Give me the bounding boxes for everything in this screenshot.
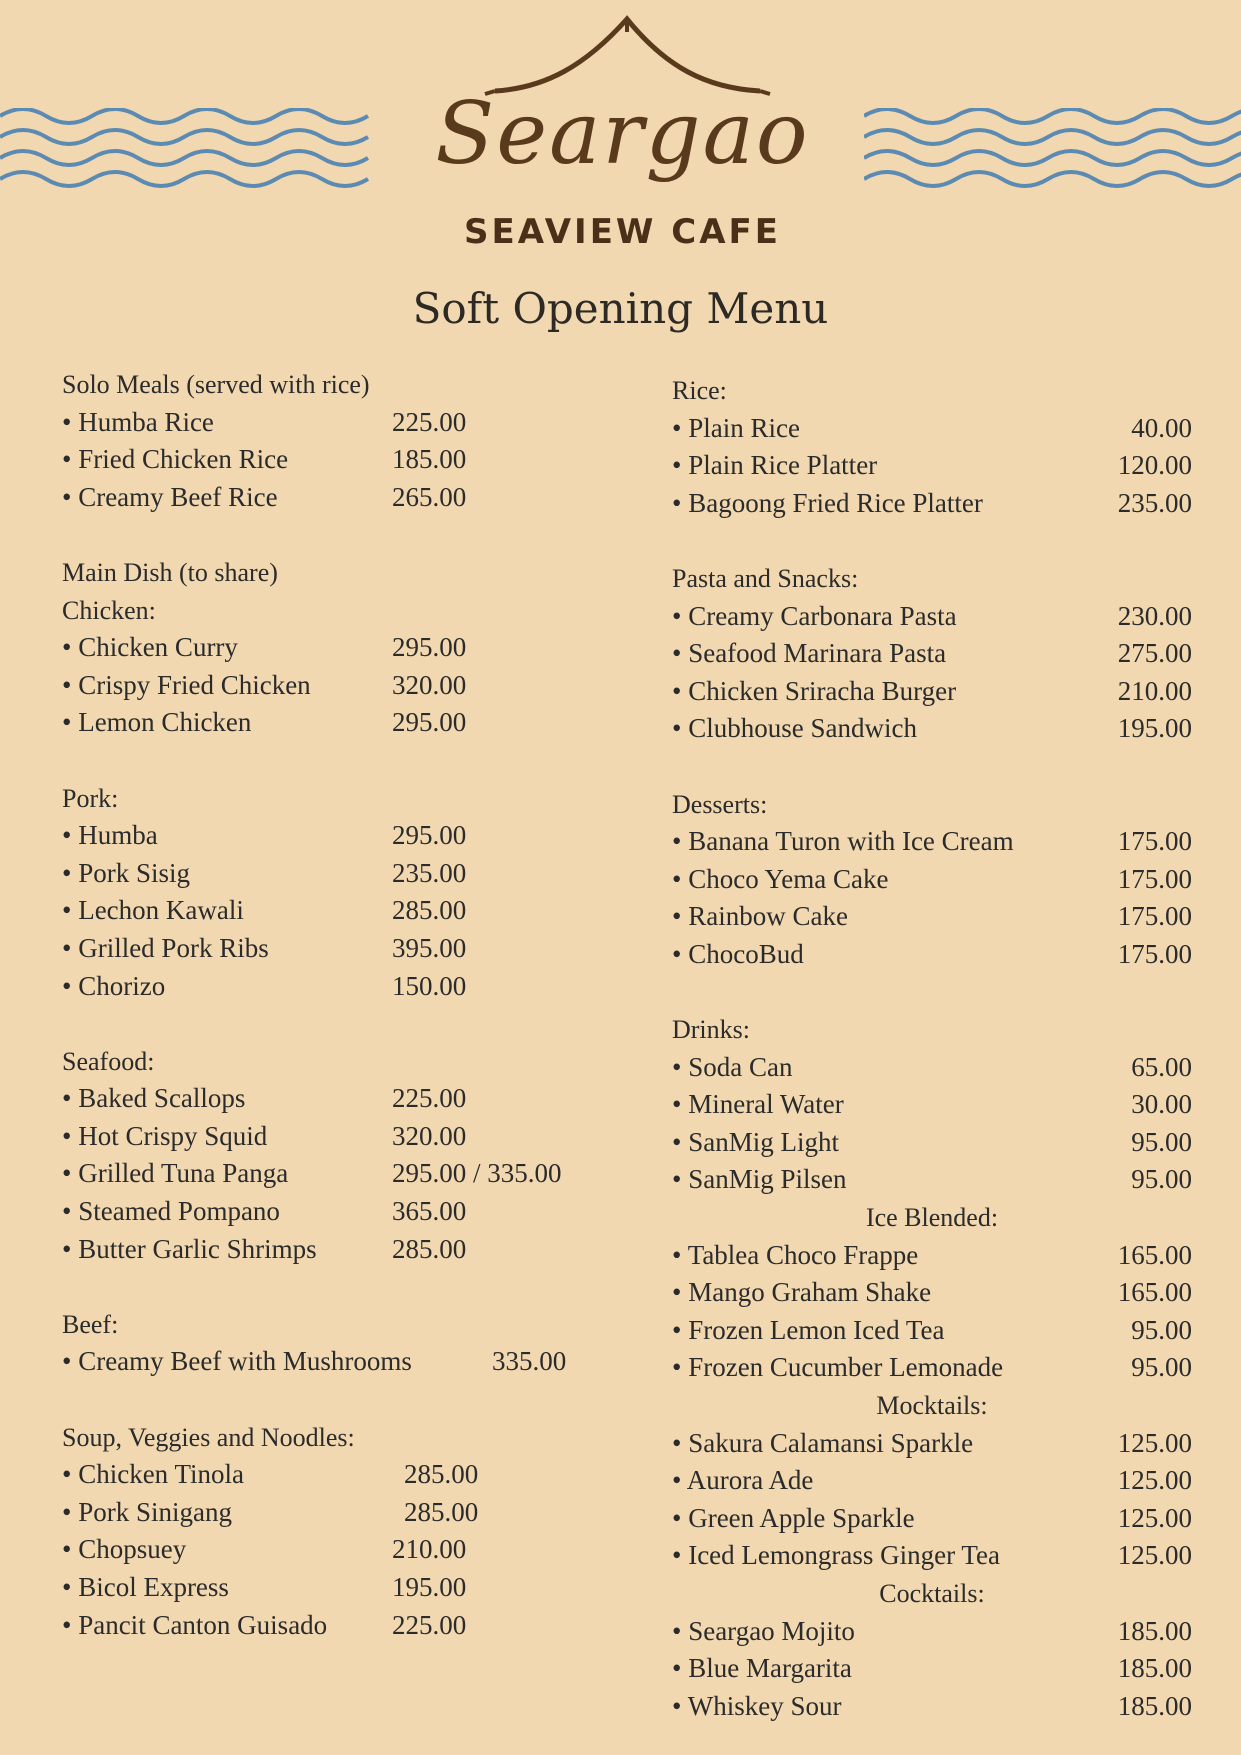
menu-item-name: • Grilled Tuna Panga — [62, 1158, 289, 1189]
menu-item — [672, 485, 1192, 523]
menu-item-name: • Fried Chicken Rice — [62, 444, 289, 475]
left-menu-column — [62, 366, 622, 1644]
menu-item-price: 395.00 — [392, 932, 467, 963]
menu-item — [672, 410, 1192, 448]
menu-item-price: 165.00 — [1117, 1239, 1192, 1270]
menu-item-price: 125.00 — [1117, 1540, 1192, 1571]
menu-item — [672, 1613, 1192, 1651]
menu-item-name: • Creamy Beef Rice — [62, 481, 278, 512]
menu-item-price: 285.00 — [404, 1496, 479, 1527]
menu-item — [672, 1688, 1192, 1726]
menu-item-price: 165.00 — [1117, 1277, 1192, 1308]
cafe-logo — [415, 14, 830, 254]
logo-wordmark: Seargao — [435, 84, 810, 184]
menu-item-price: 185.00 — [1117, 1690, 1192, 1721]
menu-item — [672, 823, 1192, 861]
menu-item-name: • Chopsuey — [62, 1534, 187, 1565]
menu-item-name: • Chicken Curry — [62, 632, 238, 663]
menu-item-price: 295.00 — [392, 820, 467, 851]
menu-item-name: • Green Apple Sparkle — [672, 1502, 915, 1533]
menu-item — [62, 855, 622, 893]
menu-item-price: 320.00 — [392, 1120, 467, 1151]
menu-item — [672, 447, 1192, 485]
waves-left-decoration — [0, 108, 372, 208]
menu-item-name: • Humba Rice — [62, 406, 214, 437]
menu-item-price: 285.00 — [404, 1459, 479, 1490]
section-spacer — [62, 1268, 622, 1306]
menu-item — [62, 704, 622, 742]
menu-item-price: 150.00 — [392, 970, 467, 1001]
menu-item-name: • Banana Turon with Ice Cream — [672, 826, 1014, 857]
menu-item — [62, 667, 622, 705]
menu-item-price: 175.00 — [1117, 826, 1192, 857]
menu-item — [672, 635, 1192, 673]
menu-item-name: • ChocoBud — [672, 938, 804, 969]
menu-item-price: 195.00 — [1117, 713, 1192, 744]
waves-right-decoration — [864, 108, 1241, 208]
menu-item-name: • Butter Garlic Shrimps — [62, 1233, 317, 1264]
menu-section-header: Desserts: — [672, 789, 768, 819]
menu-item — [672, 898, 1192, 936]
menu-item-price: 95.00 — [1131, 1164, 1192, 1195]
menu-item-price: 120.00 — [1117, 450, 1192, 481]
menu-item — [672, 1349, 1192, 1387]
menu-item — [672, 861, 1192, 899]
menu-item-price: 195.00 — [392, 1572, 467, 1602]
menu-item-name: • Pork Sisig — [62, 857, 190, 888]
menu-item-price: 185.00 — [1117, 1653, 1192, 1684]
menu-item — [672, 673, 1192, 711]
menu-item-price: 335.00 — [492, 1346, 567, 1377]
menu-item-price: 230.00 — [1117, 600, 1192, 631]
menu-item — [672, 1650, 1192, 1688]
menu-item-name: • Baked Scallops — [62, 1083, 246, 1114]
menu-item-name: • Pancit Canton Guisado — [62, 1609, 328, 1640]
menu-item-price: 365.00 — [392, 1196, 467, 1227]
menu-section-header: Pork: — [62, 783, 119, 813]
menu-item-name: • Frozen Lemon Iced Tea — [672, 1314, 945, 1345]
section-spacer — [672, 974, 1192, 1012]
menu-item-price: 125.00 — [1117, 1465, 1192, 1496]
menu-item — [62, 1607, 622, 1645]
section-spacer — [62, 516, 622, 554]
menu-item-name: • Creamy Carbonara Pasta — [672, 600, 957, 631]
menu-section-header: Rice: — [672, 376, 727, 405]
menu-item-name: • Pork Sinigang — [62, 1496, 232, 1527]
menu-item-price: 175.00 — [1117, 901, 1192, 932]
right-menu-column — [672, 372, 1192, 1725]
menu-section-header: Seafood: — [62, 1046, 155, 1076]
menu-section-header: Beef: — [62, 1309, 119, 1339]
menu-item-name: • Chicken Tinola — [62, 1459, 244, 1490]
menu-item-name: • Mango Graham Shake — [672, 1277, 932, 1308]
menu-item — [62, 1494, 622, 1532]
menu-item-name: • Chicken Sriracha Burger — [672, 675, 957, 706]
menu-item-name: • Humba — [62, 820, 158, 851]
menu-item — [672, 710, 1192, 748]
menu-item — [62, 1231, 622, 1269]
menu-item — [62, 441, 622, 479]
menu-item-name: • Bagoong Fried Rice Platter — [672, 487, 983, 518]
menu-item-name: • Frozen Cucumber Lemonade — [672, 1352, 1004, 1383]
menu-item-price: 295.00 / 335.00 — [392, 1158, 562, 1189]
menu-subsection-header: Cocktails: — [879, 1579, 985, 1608]
menu-item-price: 185.00 — [392, 444, 467, 475]
menu-item — [672, 1274, 1192, 1312]
menu-item-name: • Choco Yema Cake — [672, 863, 889, 894]
menu-item-price: 185.00 — [1117, 1615, 1192, 1646]
menu-title: Soft Opening Menu — [412, 284, 829, 333]
menu-item-price: 295.00 — [392, 707, 467, 738]
menu-item-name: • Clubhouse Sandwich — [672, 713, 917, 744]
menu-item-name: • Rainbow Cake — [672, 901, 848, 932]
menu-item-price: 95.00 — [1131, 1352, 1192, 1383]
menu-item-price: 125.00 — [1117, 1427, 1192, 1458]
menu-item-name: • Soda Can — [672, 1051, 793, 1082]
section-spacer — [62, 1005, 622, 1043]
menu-item — [672, 1086, 1192, 1124]
menu-item-price: 95.00 — [1131, 1126, 1192, 1157]
menu-subsection-header: Mocktails: — [876, 1391, 988, 1421]
menu-item-name: • Bicol Express — [62, 1572, 229, 1602]
menu-item-name: • Chorizo — [62, 970, 166, 1001]
menu-item-price: 265.00 — [392, 481, 467, 512]
menu-item-name: • Lemon Chicken — [62, 707, 252, 738]
menu-item — [62, 817, 622, 855]
menu-item-name: • Plain Rice Platter — [672, 450, 878, 481]
menu-item-name: • Plain Rice — [672, 412, 800, 443]
section-spacer — [672, 748, 1192, 786]
menu-item — [62, 479, 622, 517]
menu-item — [672, 1425, 1192, 1463]
menu-item-price: 210.00 — [1117, 675, 1192, 706]
menu-item-name: • Seargao Mojito — [672, 1615, 855, 1646]
menu-item — [672, 1312, 1192, 1350]
menu-item-price: 175.00 — [1117, 938, 1192, 969]
section-spacer — [62, 1381, 622, 1419]
menu-item-price: 65.00 — [1131, 1051, 1192, 1082]
menu-item — [62, 1456, 622, 1494]
menu-item-name: • Steamed Pompano — [62, 1196, 280, 1227]
menu-item-name: • Grilled Pork Ribs — [62, 932, 269, 963]
menu-item-name: • Sakura Calamansi Sparkle — [672, 1427, 974, 1458]
menu-item — [62, 404, 622, 442]
logo-subtitle: SEAVIEW CAFE — [464, 212, 781, 252]
menu-item-price: 275.00 — [1117, 638, 1192, 669]
menu-item-name: • Lechon Kawali — [62, 895, 244, 926]
section-spacer — [62, 742, 622, 780]
menu-item-price: 285.00 — [392, 1233, 467, 1264]
menu-item — [672, 1237, 1192, 1275]
menu-item — [62, 1343, 622, 1381]
menu-item-price: 320.00 — [392, 669, 467, 700]
menu-item-price: 285.00 — [392, 895, 467, 926]
menu-item-price: 210.00 — [392, 1534, 467, 1565]
menu-section-header: Main Dish (to share) — [62, 557, 278, 587]
menu-item-price: 40.00 — [1131, 412, 1192, 443]
menu-item — [672, 598, 1192, 636]
menu-item-price: 175.00 — [1117, 863, 1192, 894]
section-spacer — [672, 522, 1192, 560]
menu-item — [62, 1569, 622, 1607]
menu-item — [672, 1500, 1192, 1538]
menu-item-price: 295.00 — [392, 632, 467, 663]
menu-item — [62, 968, 622, 1006]
menu-item-price: 225.00 — [392, 406, 467, 437]
menu-item — [62, 1193, 622, 1231]
menu-subsection-header: Ice Blended: — [865, 1203, 999, 1233]
menu-item-price: 30.00 — [1131, 1089, 1192, 1120]
menu-item-price: 95.00 — [1131, 1314, 1192, 1345]
menu-item-price: 125.00 — [1117, 1502, 1192, 1533]
menu-item-name: • Creamy Beef with Mushrooms — [62, 1346, 412, 1377]
menu-item-name: • Blue Margarita — [672, 1653, 852, 1684]
menu-item-name: • Hot Crispy Squid — [62, 1120, 268, 1151]
menu-item — [672, 1462, 1192, 1500]
menu-item — [672, 1161, 1192, 1199]
menu-item-name: • Aurora Ade — [672, 1465, 814, 1496]
menu-item — [62, 1080, 622, 1118]
menu-item-name: • Seafood Marinara Pasta — [672, 638, 947, 669]
menu-item — [672, 1537, 1192, 1575]
menu-item-name: • Whiskey Sour — [672, 1690, 842, 1721]
menu-item — [672, 1124, 1192, 1162]
menu-item — [62, 1118, 622, 1156]
menu-item-name: • Crispy Fried Chicken — [62, 669, 311, 700]
menu-item-price: 225.00 — [392, 1083, 467, 1114]
menu-item — [62, 629, 622, 667]
menu-item — [672, 1049, 1192, 1087]
menu-item-name: • Tablea Choco Frappe — [672, 1239, 919, 1270]
menu-section-header: Drinks: — [672, 1015, 750, 1045]
menu-item-name: • SanMig Pilsen — [672, 1164, 847, 1195]
menu-section-header: Chicken: — [62, 595, 156, 625]
menu-item — [62, 1531, 622, 1569]
menu-section-header: Pasta and Snacks: — [672, 563, 859, 593]
menu-item-price: 225.00 — [392, 1609, 467, 1640]
menu-item-price: 235.00 — [1117, 487, 1192, 518]
menu-section-header: Soup, Veggies and Noodles: — [62, 1422, 355, 1452]
menu-section-header: Solo Meals (served with rice) — [62, 370, 370, 399]
menu-item — [672, 936, 1192, 974]
menu-item — [62, 1155, 622, 1193]
menu-item-price: 235.00 — [392, 857, 467, 888]
menu-item — [62, 930, 622, 968]
menu-item-name: • Iced Lemongrass Ginger Tea — [672, 1540, 1000, 1571]
menu-item — [62, 892, 622, 930]
menu-item-name: • SanMig Light — [672, 1126, 839, 1157]
menu-item-name: • Mineral Water — [672, 1089, 844, 1120]
